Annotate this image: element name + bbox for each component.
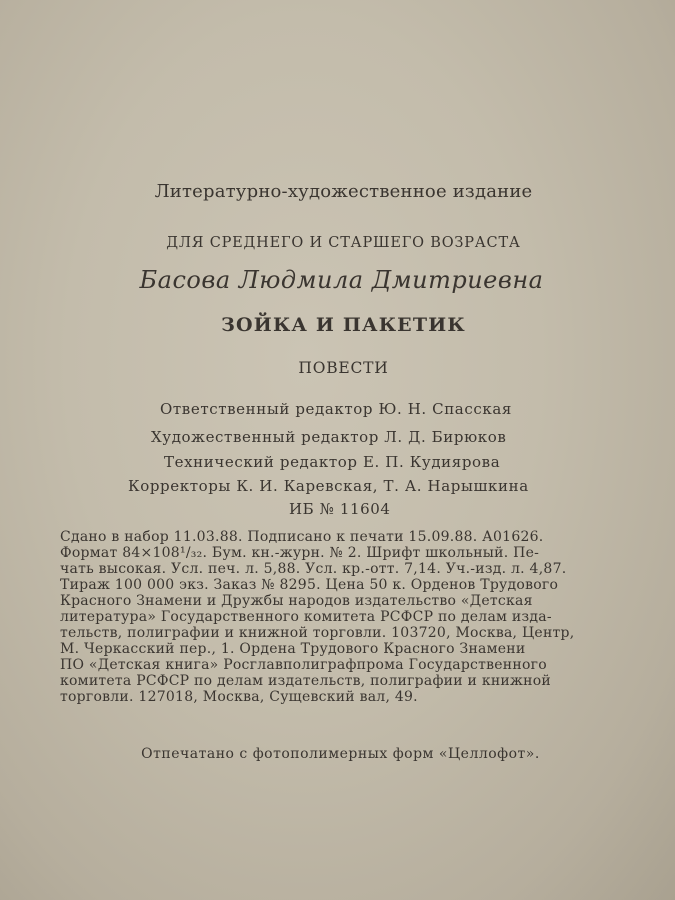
credit-proofreaders: Корректоры К. И. Каревская, Т. А. Нарышкина [128, 477, 529, 495]
imprint-line: торговли. 127018, Москва, Сущевский вал, 49. [60, 689, 418, 705]
imprint-line: Тираж 100 000 экз. Заказ № 8295. Цена 50 к. Орденов Трудового [60, 577, 559, 593]
imprint-block [60, 529, 620, 705]
imprint-line: Сдано в набор 11.03.88. Подписано к печати 15.09.88. А01626. [60, 529, 544, 545]
author-name: Басова Людмила Дмитриевна [139, 266, 544, 294]
book-title: ЗОЙКА И ПАКЕТИК [221, 314, 466, 336]
imprint-line: Красного Знамени и Дружбы народов издательство «Детская [60, 593, 533, 609]
imprint-line: тельств, полиграфии и книжной торговли. 103720, Москва, Центр, [60, 625, 575, 641]
imprint-line: чать высокая. Усл. печ. л. 5,88. Усл. кр.-отт. 7,14. Уч.-изд. л. 4,87. [60, 561, 567, 577]
credit-responsible-editor: Ответственный редактор Ю. Н. Спасская [160, 400, 512, 418]
imprint-line: ПО «Детская книга» Росглавполиграфпрома Государственного [60, 657, 547, 673]
audience-label: ДЛЯ СРЕДНЕГО И СТАРШЕГО ВОЗРАСТА [166, 235, 521, 251]
imprint-line: комитета РСФСР по делам издательств, полиграфии и книжной [60, 673, 551, 689]
credit-technical-editor: Технический редактор Е. П. Кудиярова [164, 453, 501, 471]
book-subtitle: ПОВЕСТИ [298, 359, 389, 377]
edition-type: Литературно-художественное издание [154, 181, 533, 202]
credit-art-editor: Художественный редактор Л. Д. Бирюков [151, 428, 507, 446]
imprint-line: литература» Государственного комитета РСФСР по делам изда- [60, 609, 552, 625]
imprint-line: Формат 84×108¹/₃₂. Бум. кн.-журн. № 2. Шрифт школьный. Пе- [60, 545, 540, 561]
imprint-line: М. Черкасский пер., 1. Ордена Трудового Красного Знамени [60, 641, 526, 657]
publisher-id: ИБ № 11604 [289, 500, 391, 518]
printed-note: Отпечатано с фотополимерных форм «Целлофот». [141, 746, 540, 762]
